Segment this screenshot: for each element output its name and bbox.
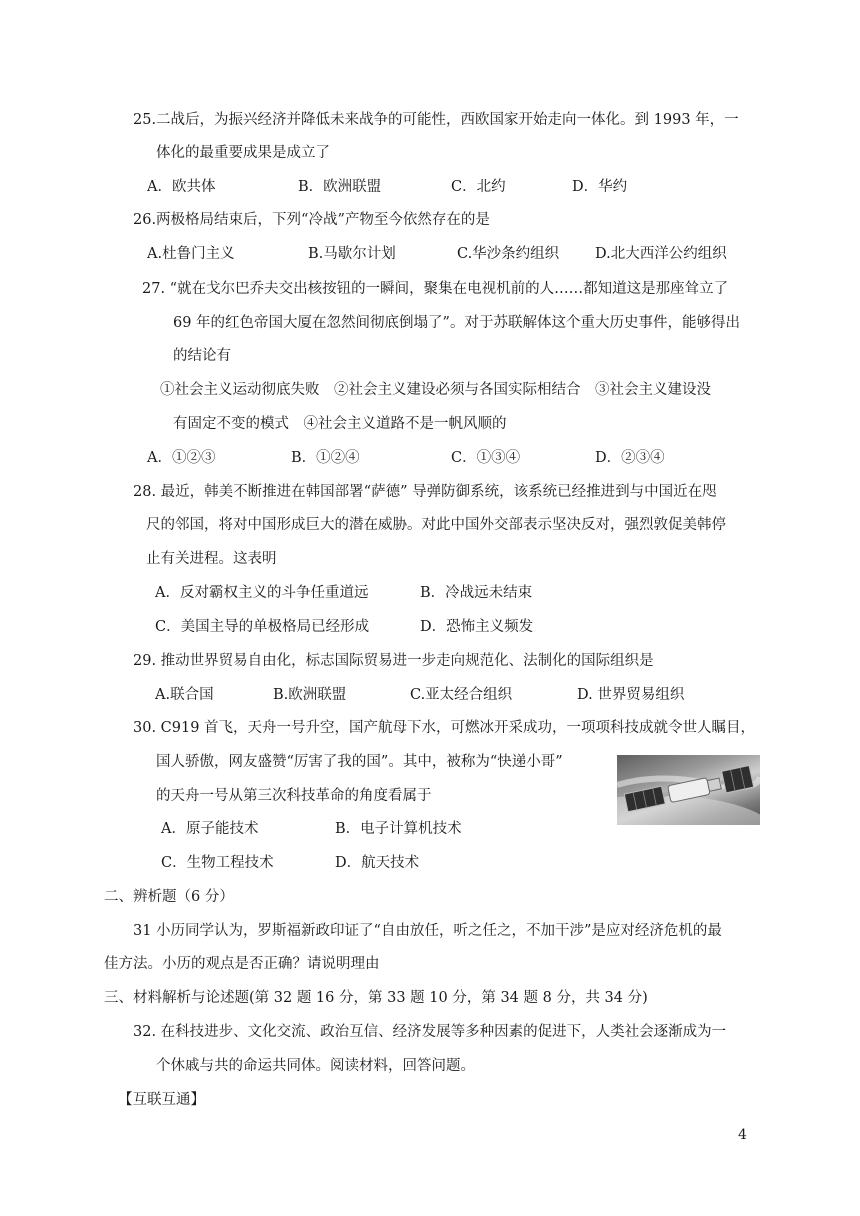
q30-stem-line2: 国人骄傲，网友盛赞“厉害了我的国”。其中，被称为“快递小哥” [156, 754, 563, 770]
q25-option-a: A．欧共体 [147, 179, 216, 195]
q29-option-a: A.联合国 [155, 687, 214, 703]
q30-stem-line1: 30. C919 首飞，天舟一号升空，国产航母下水，可燃冰开采成功，一项项科技成就令世人瞩目， [133, 720, 756, 736]
q26-option-a: A.杜鲁门主义 [147, 246, 235, 262]
q30-stem-line3: 的天舟一号从第三次科技革命的角度看属于 [156, 788, 432, 804]
q27-stem-line3: 的结论有 [173, 348, 231, 364]
q27-option-d: D．②③④ [595, 450, 665, 466]
q32-subheading: 【互联互通】 [118, 1092, 205, 1108]
q30-option-d: D．航天技术 [335, 855, 420, 871]
q28-stem-line2: 尺的邻国，将对中国形成巨大的潜在威胁。对此中国外交部表示坚决反对，强烈敦促美韩停 [146, 517, 726, 533]
q25-stem-line2: 体化的最重要成果是成立了 [156, 145, 330, 161]
q32-stem-line2: 个休戚与共的命运共同体。阅读材料，回答问题。 [156, 1058, 475, 1074]
q28-stem-line3: 止有关进程。这表明 [146, 551, 277, 567]
q29-option-b: B.欧洲联盟 [273, 687, 347, 703]
q25-option-d: D．华约 [572, 179, 628, 195]
q28-option-c: C．美国主导的单极格局已经形成 [155, 619, 370, 635]
q30-option-c: C．生物工程技术 [161, 855, 274, 871]
q27-option-b: B．①②④ [291, 450, 360, 466]
q27-statements-line1: ①社会主义运动彻底失败 ②社会主义建设必须与各国实际相结合 ③社会主义建设没 [160, 382, 711, 398]
section-2-heading: 二、辨析题（6 分） [104, 889, 234, 905]
q30-option-b: B．电子计算机技术 [335, 821, 462, 837]
q29-stem: 29. 推动世界贸易自由化，标志国际贸易进一步走向规范化、法制化的国际组织是 [133, 653, 654, 669]
q27-stem-line2: 69 年的红色帝国大厦在忽然间彻底倒塌了”。对于苏联解体这个重大历史事件，能够得出 [173, 315, 740, 331]
q26-option-c: C.华沙条约组织 [457, 246, 560, 262]
q28-stem-line1: 28. 最近，韩美不断推进在韩国部署“萨德” 导弹防御系统，该系统已经推进到与中国近在咫 [133, 484, 717, 500]
q25-stem-line1: 25.二战后，为振兴经济并降低未来战争的可能性，西欧国家开始走向一体化。到 1993 年，一 [133, 112, 739, 128]
tianzhou-spacecraft-image [617, 755, 760, 825]
q27-option-c: C．①③④ [451, 450, 521, 466]
q25-option-b: B．欧洲联盟 [298, 179, 382, 195]
q28-option-a: A．反对霸权主义的斗争任重道远 [155, 585, 369, 601]
q28-option-b: B．冷战远未结束 [420, 585, 533, 601]
spacecraft-illustration [617, 755, 760, 825]
q29-option-d: D. 世界贸易组织 [577, 687, 685, 703]
q26-option-b: B.马歇尔计划 [308, 246, 396, 262]
q27-stem-line1: 27. “就在戈尔巴乔夫交出核按钮的一瞬间，聚集在电视机前的人……都知道这是那座耸立了 [142, 281, 729, 297]
q31-stem-line1: 31 小历同学认为，罗斯福新政印证了“自由放任，听之任之，不加干涉”是应对经济危机的最 [133, 923, 722, 939]
q31-stem-line2: 佳方法。小历的观点是否正确？请说明理由 [104, 956, 380, 972]
page-number: 4 [738, 1127, 747, 1143]
q32-stem-line1: 32. 在科技进步、文化交流、政治互信、经济发展等多种因素的促进下，人类社会逐渐成为一 [133, 1024, 727, 1040]
section-3-heading: 三、材料解析与论述题(第 32 题 16 分，第 33 题 10 分，第 34 题 8 分，共 34 分) [104, 990, 648, 1006]
q28-option-d: D．恐怖主义频发 [420, 619, 534, 635]
q30-option-a: A．原子能技术 [161, 821, 259, 837]
q26-stem: 26.两极格局结束后，下列“冷战”产物至今依然存在的是 [133, 212, 490, 228]
q26-option-d: D.北大西洋公约组织 [595, 246, 727, 262]
q27-option-a: A．①②③ [147, 450, 216, 466]
q25-option-c: C．北约 [451, 179, 506, 195]
q27-statements-line2: 有固定不变的模式 ④社会主义道路不是一帆风顺的 [173, 416, 507, 432]
q29-option-c: C.亚太经合组织 [410, 687, 513, 703]
